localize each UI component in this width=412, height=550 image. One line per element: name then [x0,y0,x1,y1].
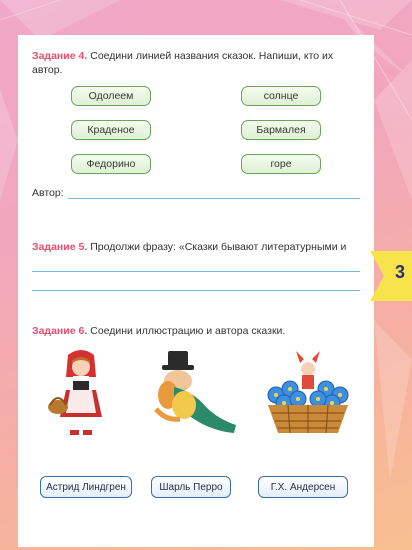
top-hat-character-illustration[interactable] [144,347,244,439]
word-left-3[interactable]: Федорино [71,154,151,174]
flower-basket-illustration[interactable] [262,347,354,439]
task4-label: Задание 4. [32,50,88,62]
task6-text: Соедини иллюстрацию и автора сказки. [90,325,286,337]
task5-answer-line-2[interactable] [32,290,360,291]
word-left-2[interactable]: Краденое [71,120,151,140]
author-label: Автор: [32,187,64,199]
word-right-3[interactable]: горе [241,154,321,174]
task4-text: Соедини линией названия сказок. Напиши, кто их автор. [32,50,334,76]
task6-instruction [32,324,368,338]
author-answer-line[interactable] [68,198,360,199]
page-number: 3 [394,262,405,282]
task5-instruction [32,240,368,254]
task5-text: Продолжи фразу: «Сказки бывают литературными и [90,241,347,253]
word-right-2[interactable]: Бармалея [241,120,321,140]
author-charles-perrault-button[interactable]: Шарль Перро [151,476,231,498]
task4-instruction [32,49,362,77]
author-astrid-lindgren-button[interactable]: Астрид Линдгрен [40,476,132,498]
word-right-1[interactable]: солнце [241,86,321,106]
task5-answer-line-1[interactable] [32,271,360,272]
task6-label: Задание 6. [32,325,88,337]
word-left-1[interactable]: Одолеем [71,86,151,106]
task5-label: Задание 5. [32,241,88,253]
workbook-page [18,35,374,547]
page-number-tab [370,251,412,301]
red-riding-hood-illustration[interactable] [46,347,116,439]
author-andersen-button[interactable]: Г.Х. Андерсен [258,476,348,498]
